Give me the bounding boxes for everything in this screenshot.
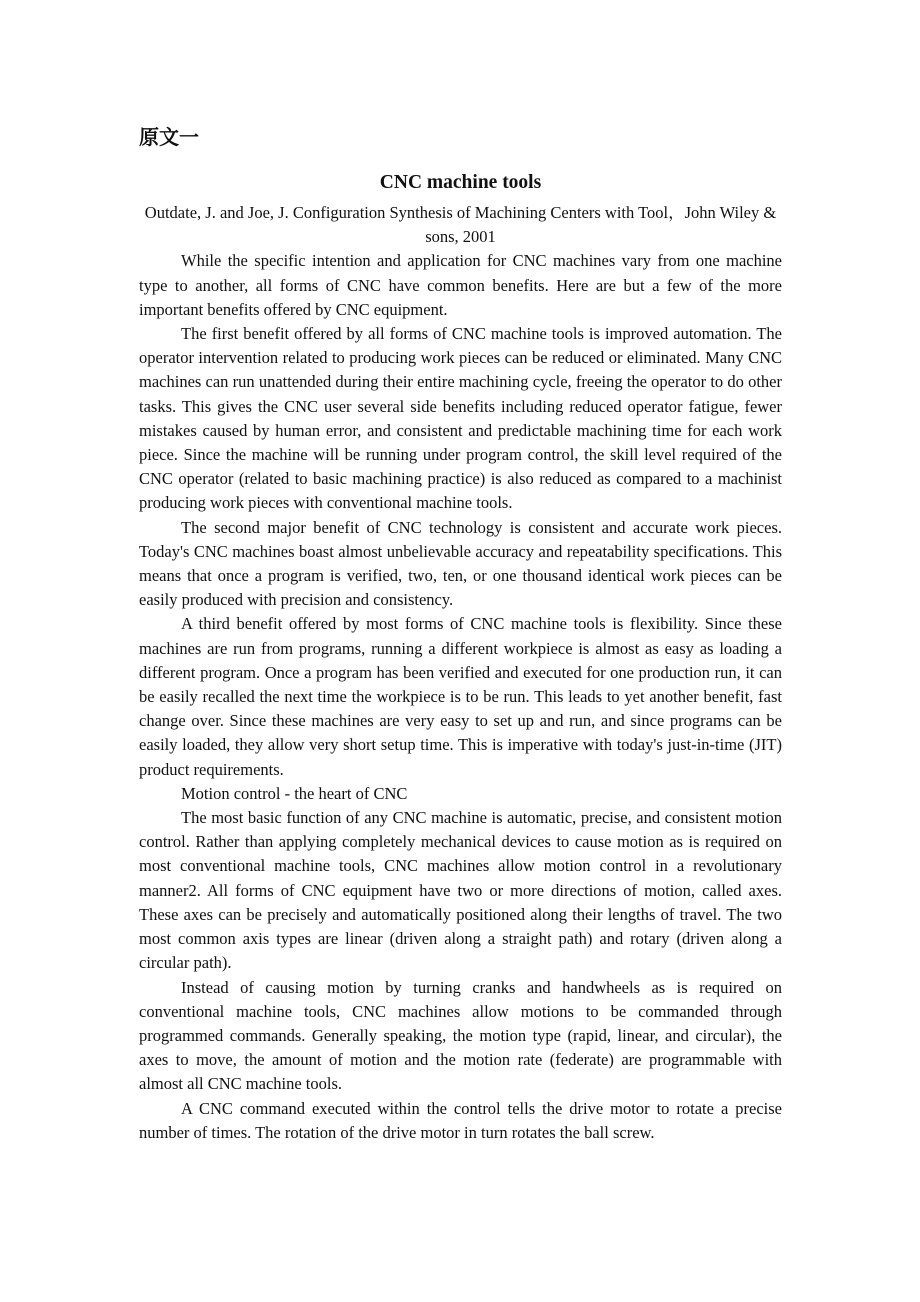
citation: Outdate, J. and Joe, J. Configuration Synthesis of Machining Centers with Tool，John Wiley & sons, 2001 (144, 203, 777, 247)
paragraph-accuracy: The second major benefit of CNC technology is consistent and accurate work pieces. Today's CNC machines boast almost unbelievable accuracy and repeatability specifications. This means that once a program is verified, two, ten, or one thousand identical work pieces can be easily produced with precision and consistency. (139, 517, 782, 610)
subheading-motion-control: Motion control - the heart of CNC (181, 783, 408, 803)
paragraph-motion-basics: The most basic function of any CNC machine is automatic, precise, and consistent motion control. Rather than applying completely mechanical devices to cause motion as is required on most conventional machine tools, CNC machines allow motion control in a revolutionary manner2. All forms of CNC equipment have two or more directions of motion, called axes. These axes can be precisely and automatically positioned along their lengths of travel. The two most common axis types are linear (driven along a straight path) and rotary (driven along a circular path). (139, 808, 782, 973)
document-page (139, 120, 782, 1145)
paragraph-automation: The first benefit offered by all forms of CNC machine tools is improved automation. The operator intervention related to producing work pieces can be reduced or eliminated. Many CNC machines can run unattended during their entire machining cycle, freeing the operator to do other tasks. This gives the CNC user several side benefits including reduced operator fatigue, fewer mistakes caused by human error, and consistent and predictable machining time for each work piece. Since the machine will be running under program control, the skill level required of the CNC operator (related to basic machining practice) is also reduced as compared to a machinist producing work pieces with conventional machine tools. (139, 324, 782, 513)
document-title: CNC machine tools (379, 172, 542, 193)
paragraph-flexibility: A third benefit offered by most forms of CNC machine tools is flexibility. Since these machines are run from programs, running a different workpiece is almost as easy as loading a different program. Once a program has been verified and executed for one production run, it can be easily recalled the next time the workpiece is to be run. This leads to yet another benefit, fast change over. Since these machines are very easy to set up and run, and since programs can be easily loaded, they allow very short setup time. This is imperative with today's just-in-time (JIT) product requirements. (139, 614, 782, 779)
paragraph-drive-motor: A CNC command executed within the control tells the drive motor to rotate a precise number of times. The rotation of the drive motor in turn rotates the ball screw. (139, 1098, 782, 1142)
paragraph-intro: While the specific intention and application for CNC machines vary from one machine type to another, all forms of CNC have common benefits. Here are but a few of the more important benefits offered by CNC equipment. (139, 251, 782, 319)
section-heading: 原文一 (139, 125, 199, 149)
paragraph-programmed-motion: Instead of causing motion by turning cranks and handwheels as is required on conventional machine tools, CNC machines allow motions to be commanded through programmed commands. Generally speaking, the motion type (rapid, linear, and circular), the axes to move, the amount of motion and the motion rate (federate) are programmable with almost all CNC machine tools. (139, 977, 782, 1094)
